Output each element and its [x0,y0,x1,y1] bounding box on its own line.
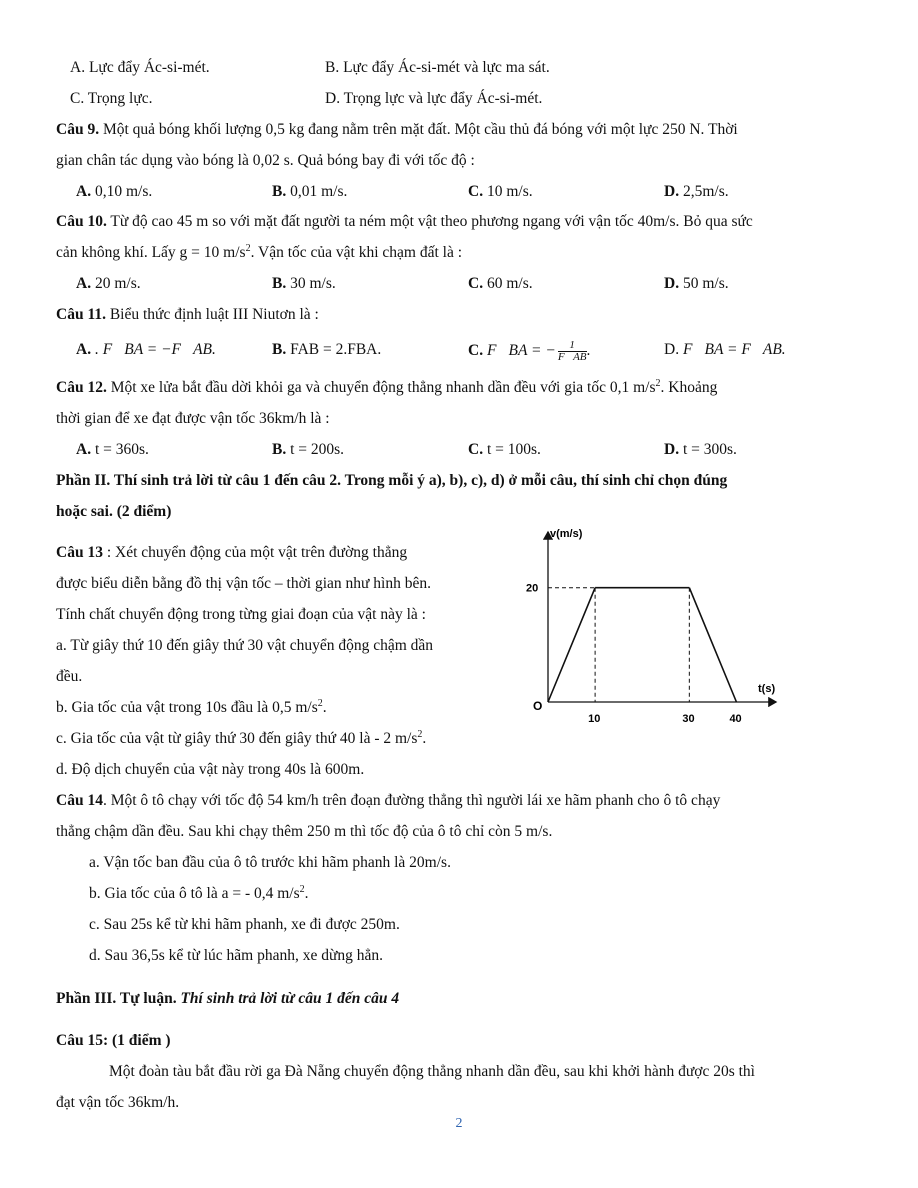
part-3-heading [56,989,399,1009]
q10-option-d-text: 50 m/s. [679,275,729,292]
question-14-label: Câu 14 [56,792,103,809]
q10-option-d [664,274,729,294]
question-9-line2: gian chân tác dụng vào bóng là 0,02 s. Quả bóng bay đi với tốc độ : [56,152,475,169]
q13-b-end: . [322,699,327,716]
q14-statement-c: c. Sau 25s kể từ khi hãm phanh, xe đi được 250m. [89,916,400,933]
q10-option-b-text: 30 m/s. [286,275,336,292]
q11-option-c-key: C. [468,342,484,360]
q11-option-c-end: . [586,342,591,360]
q14-b-text: b. Gia tốc của ô tô là a = - 0,4 m/s [89,885,300,902]
q11-option-d [664,340,786,360]
q12-option-b-key: B. [272,441,287,458]
page-number: 2 [455,1116,463,1131]
question-14-line2: thẳng chậm dần đều. Sau khi chạy thêm 250 m thì tốc độ của ô tô chỉ còn 5 m/s. [56,823,553,840]
part-3-subtitle: Thí sinh trả lời từ câu 1 đến câu 4 [176,990,400,1007]
q10-line2-sup: 2 [245,242,251,254]
question-12-text: Một xe lửa bắt đầu dời khỏi ga và chuyển động thẳng nhanh dần đều với gia tốc 0,1 m/s [106,379,656,396]
q11-option-b-text: FAB = 2.FBA. [286,341,382,358]
q14-b-end: . [304,885,309,902]
question-13-line2: được biểu diễn bằng đồ thị vận tốc – thời gian như hình bên. [56,575,431,592]
q11-fraction-denominator: F⃗AB [557,351,587,363]
q9-option-c-key: C. [468,183,484,200]
question-13-line3: Tính chất chuyển động trong từng giai đoạn của vật này là : [56,606,426,623]
q9-option-c-text: 10 m/s. [483,183,533,200]
q10-option-c-key: C. [468,275,484,292]
q10-option-a-text: 20 m/s. [91,275,141,292]
part-2-heading-line1: Phần II. Thí sinh trả lời từ câu 1 đến câu 2. Trong mỗi ý a), b), c), d) ở mỗi câu, thí sinh chỉ chọn đúng [56,472,728,489]
q9-option-a [76,182,152,202]
q13-statement-a-cont: đều. [56,668,83,685]
question-10-line2 [56,243,462,263]
y-tick-20: 20 [526,582,539,595]
q11-fraction-numerator: 1 [558,340,587,352]
question-11-label: Câu 11. [56,306,106,323]
q10-option-c [468,274,533,294]
q10-option-c-text: 60 m/s. [483,275,533,292]
q13-b-text: b. Gia tốc của vật trong 10s đầu là 0,5 m/s [56,699,318,716]
q10-option-d-key: D. [664,275,680,292]
question-14-line1 [56,791,720,811]
question-10-text: Từ độ cao 45 m so với mặt đất người ta ném một vật theo phương ngang với vận tốc 40m/s. Bỏ qua sức [106,213,753,230]
q13-c-text: c. Gia tốc của vật từ giây thứ 30 đến giây thứ 40 là - 2 m/s [56,730,418,747]
q12-option-d-key: D. [664,441,680,458]
q9-option-d-text: 2,5m/s. [679,183,729,200]
q12-option-c-key: C. [468,441,484,458]
q10-option-a [76,274,141,294]
q9-option-a-key: A. [76,183,92,200]
q12-line1-end: . Khoảng [660,379,718,396]
question-13-label: Câu 13 [56,544,103,561]
question-12-line1 [56,378,717,398]
y-axis-label: v(m/s) [550,528,583,540]
q11-option-a [76,340,216,360]
q13-statement-b [56,698,327,718]
x-axis-label: t(s) [758,683,776,695]
q11-option-d-text: F⃗BA = F⃗AB. [679,341,786,358]
velocity-time-graph [520,522,790,732]
question-9-line1 [56,120,738,140]
q14-statement-d: d. Sau 36,5s kể từ lúc hãm phanh, xe dừng hẳn. [89,947,384,964]
x-tick-30: 30 [682,713,695,725]
q12-option-d-text: t = 300s. [679,441,737,458]
q11-option-b [272,340,381,360]
q11-option-a-text: . F⃗BA = −F⃗AB. [91,341,216,358]
q12-option-b [272,440,344,460]
question-13-line1 [56,543,407,563]
question-11-text: Biểu thức định luật III Niutơn là : [105,306,319,323]
q14-statement-b [89,884,309,904]
q14-b-sup: 2 [299,883,305,895]
x-tick-40: 40 [729,713,742,725]
part-3-title: Phần III. Tự luận. [56,990,177,1007]
q12-option-c-text: t = 100s. [483,441,541,458]
question-15-label: Câu 15: (1 điểm ) [56,1032,171,1049]
option-d-q8: D. Trọng lực và lực đẩy Ác-si-mét. [325,90,543,107]
q12-option-a [76,440,149,460]
q13-statement-a: a. Từ giây thứ 10 đến giây thứ 30 vật chuyển động chậm dần [56,637,434,654]
q13-statement-d: d. Độ dịch chuyển của vật này trong 40s là 600m. [56,761,365,778]
q12-option-d [664,440,737,460]
q9-option-d [664,182,729,202]
q11-option-d-key: D. [664,341,680,358]
question-11-line1 [56,305,319,325]
q9-option-b [272,182,347,202]
part-2-heading-line2: hoặc sai. (2 điểm) [56,503,172,520]
q12-option-a-key: A. [76,441,92,458]
q9-option-b-key: B. [272,183,287,200]
q13-b-sup: 2 [317,697,323,709]
series-segment-0 [548,588,595,702]
question-9-text: Một quả bóng khối lượng 0,5 kg đang nằm trên mặt đất. Một cầu thủ đá bóng với một lực 250 N. Thời [99,121,738,138]
q11-option-b-key: B. [272,341,287,358]
q13-statement-c [56,729,426,749]
question-13-text: : Xét chuyển động của một vật trên đường thẳng [102,544,408,561]
q13-c-sup: 2 [417,728,423,740]
q12-option-a-text: t = 360s. [91,441,149,458]
question-15-line1: Một đoàn tàu bắt đầu rời ga Đà Nẵng chuyển động thẳng nhanh dần đều, sau khi khởi hành được 20s thì [109,1063,755,1080]
q13-c-end: . [422,730,427,747]
q10-option-b [272,274,336,294]
option-b-q8: B. Lực đẩy Ác-si-mét và lực ma sát. [325,59,550,76]
q11-option-a-key: A. [76,341,92,358]
option-c-q8: C. Trọng lực. [70,90,153,107]
option-a-q8: A. Lực đẩy Ác-si-mét. [70,59,210,76]
question-10-label: Câu 10. [56,213,107,230]
x-tick-10: 10 [588,713,601,725]
q10-line2-a: cản không khí. Lấy g = 10 m/s [56,244,246,261]
question-9-label: Câu 9. [56,121,100,138]
q12-option-c [468,440,541,460]
q11-option-c-text: F⃗BA = − [483,342,556,360]
q10-option-a-key: A. [76,275,92,292]
q9-option-c [468,182,533,202]
origin-label: O [533,699,543,713]
q11-option-c [468,340,590,363]
q9-option-b-text: 0,01 m/s. [286,183,348,200]
question-12-label: Câu 12. [56,379,107,396]
question-14-text: . Một ô tô chạy với tốc độ 54 km/h trên đoạn đường thẳng thì người lái xe hãm phanh cho ô tô chạy [102,792,721,809]
q9-option-d-key: D. [664,183,680,200]
question-12-line2: thời gian để xe đạt được vận tốc 36km/h là : [56,410,330,427]
q12-sup: 2 [655,377,661,389]
q14-statement-a: a. Vận tốc ban đầu của ô tô trước khi hãm phanh là 20m/s. [89,854,451,871]
question-15-line2: đạt vận tốc 36km/h. [56,1094,180,1111]
question-10-line1 [56,212,753,232]
q9-option-a-text: 0,10 m/s. [91,183,153,200]
q10-option-b-key: B. [272,275,287,292]
q12-option-b-text: t = 200s. [286,441,345,458]
q11-option-c-fraction [558,340,587,363]
series-segment-2 [689,588,736,702]
q10-line2-b: . Vận tốc của vật khi chạm đất là : [250,244,463,261]
